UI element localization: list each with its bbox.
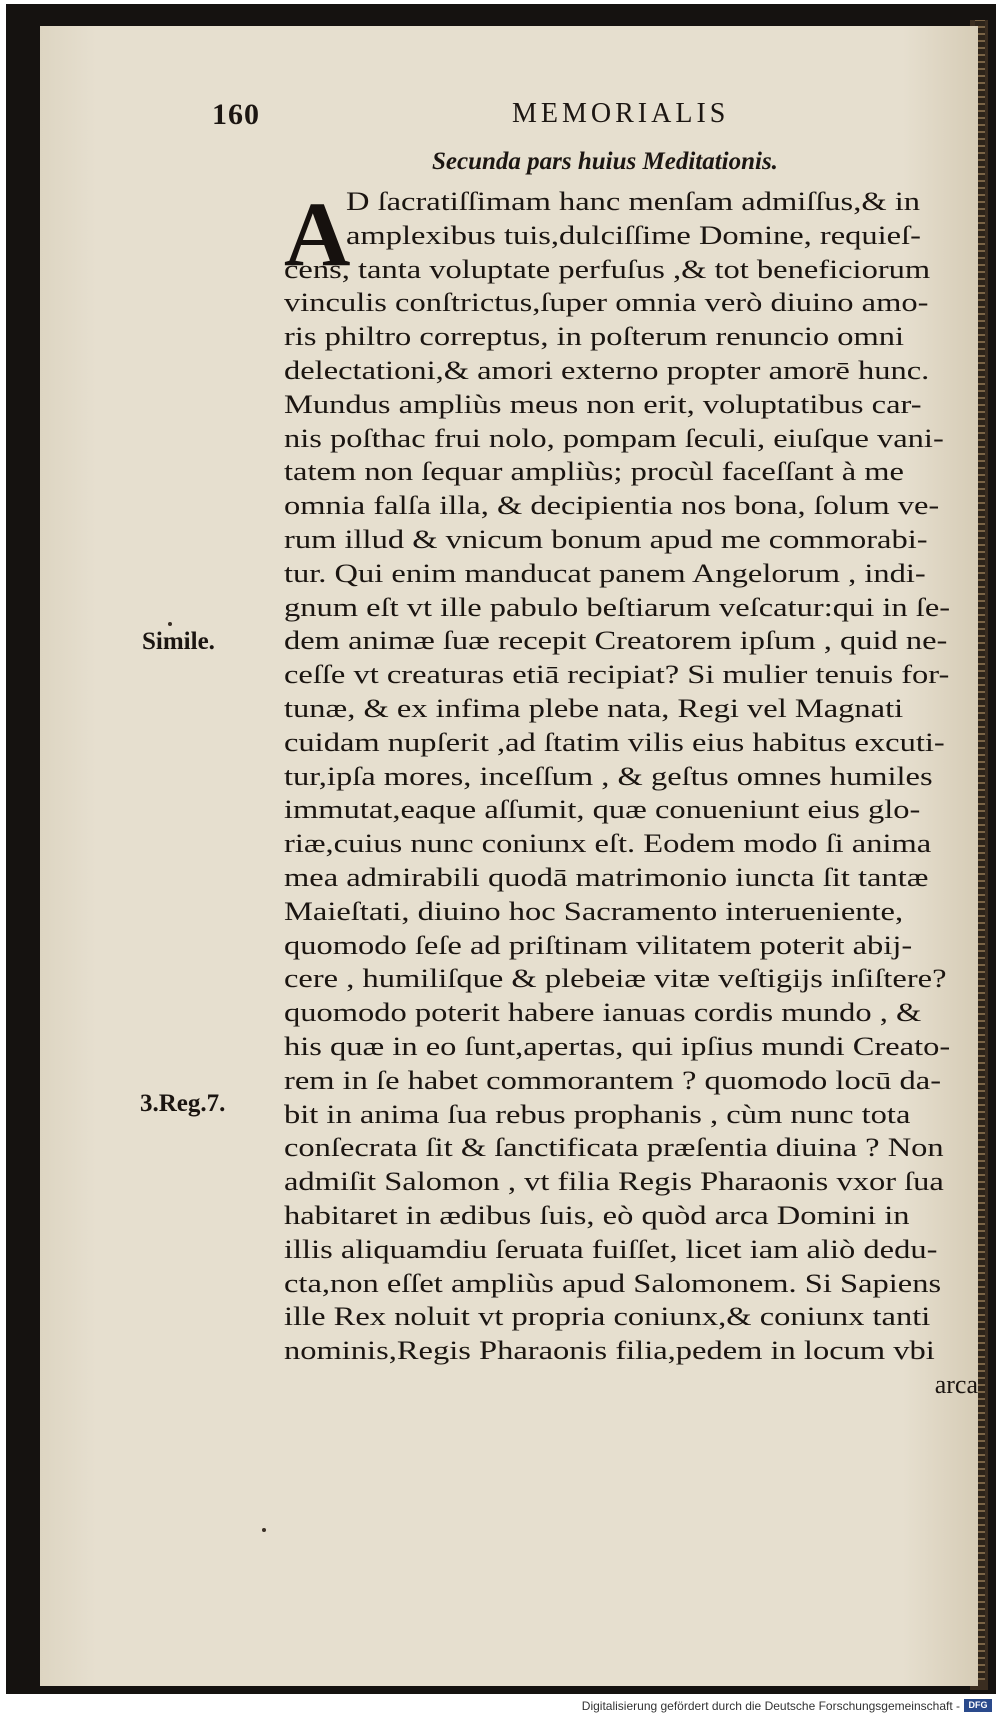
- text-line: Maieſtati, diuino hoc Sacramento interueniente,: [284, 896, 904, 926]
- text-line: rum illud & vnicum bonum apud me commorabi-: [284, 525, 928, 554]
- footer-bar: [0, 1694, 1000, 1719]
- text-line: rem in ſe habet commorantem ? quomodo locū da-: [284, 1065, 942, 1095]
- text-line: nis poſthac frui nolo, pompam ſeculi, eiuſque vani-: [284, 423, 944, 453]
- page-number: 160: [212, 98, 260, 131]
- text-line: cuidam nupſerit ,ad ſtatim vilis eius habitus excuti-: [284, 727, 945, 757]
- text-line: habitaret in ædibus ſuis, eò quòd arca Domini in: [284, 1201, 910, 1230]
- text-line: amplexibus tuis,dulciſſime Domine, requieſ-: [346, 220, 921, 250]
- margin-note-reg: 3.Reg.7.: [140, 1090, 226, 1117]
- text-line: omnia falſa illa, & decipientia nos bona, ſolum ve-: [284, 491, 940, 521]
- text-line: ceſſe vt creaturas etiā recipiat? Si mulier tenuis for-: [284, 660, 950, 690]
- text-line: riæ,cuius nunc coniunx eſt. Eodem modo ſi anima: [284, 829, 932, 859]
- text-line: Mundus ampliùs meus non erit, voluptatibus car-: [284, 389, 922, 419]
- text-line: bit in anima ſua rebus prophanis , cùm nunc tota: [284, 1099, 911, 1129]
- text-line: quomodo poterit habere ianuas cordis mundo , &: [284, 998, 922, 1028]
- text-line: ille Rex noluit vt propria coniunx,& coniunx tanti: [284, 1302, 931, 1332]
- text-line: vinculis conſtrictus,ſuper omnia verò diuino amo-: [284, 288, 929, 318]
- text-line: his quæ in eo ſunt,apertas, qui ipſius mundi Creato-: [284, 1032, 951, 1061]
- text-line: tatem non ſequar ampliùs; procùl faceſſant à me: [284, 457, 904, 487]
- footer-credit: Digitalisierung gefördert durch die Deutsche Forschungsgemeinschaft -: [581, 1699, 960, 1713]
- text-line: immutat,eaque aſſumit, quæ conueniunt eius glo-: [284, 795, 921, 825]
- text-line: dem animæ ſuæ recepit Creatorem ipſum , quid ne-: [284, 626, 948, 656]
- page-header: [0, 98, 1000, 138]
- dfg-logo: DFG: [964, 1699, 992, 1712]
- page-speck: [262, 1528, 266, 1532]
- text-line: admiſit Salomon , vt filia Regis Pharaonis vxor ſua: [284, 1167, 944, 1197]
- text-line: quomodo ſeſe ad priſtinam vilitatem poterit abij-: [284, 930, 913, 960]
- text-line: nominis,Regis Pharaonis filia,pedem in locum vbi: [284, 1336, 935, 1366]
- text-line: tur,ipſa mores, inceſſum , & geſtus omnes humiles: [284, 761, 933, 791]
- text-line: gnum eſt vt ille pabulo beſtiarum veſcatur:qui in ſe-: [284, 592, 951, 622]
- text-line: ris philtro correptus, in poſterum renuncio omni: [284, 322, 905, 352]
- text-line: tunæ, & ex infima plebe nata, Regi vel Magnati: [284, 694, 904, 723]
- drop-cap-initial: A: [284, 183, 351, 285]
- text-line: conſecrata ſit & ſanctificata præſentia diuina ? Non: [284, 1133, 944, 1163]
- text-line: cere , humiliſque & plebeiæ vitæ veſtigijs inſiſtere?: [284, 964, 947, 994]
- text-line: mea admirabili quodā matrimonio iuncta ſit tantæ: [284, 863, 929, 892]
- text-line: tur. Qui enim manducat panem Angelorum , indi-: [284, 558, 926, 588]
- section-subtitle: Secunda pars huius Meditationis.: [432, 148, 778, 175]
- text-line: delectationi,& amori externo propter amorē hunc.: [284, 356, 930, 385]
- margin-dot: [168, 622, 172, 626]
- text-line: cens, tanta voluptate perfuſus ,& tot beneficiorum: [284, 254, 931, 284]
- text-line: illis aliquamdiu ſeruata fuiſſet, licet iam aliò dedu-: [284, 1234, 938, 1264]
- margin-note-simile: Simile.: [142, 628, 215, 655]
- text-line: arca: [934, 1370, 978, 1399]
- text-line: cta,non eſſet ampliùs apud Salomonem. Si Sapiens: [284, 1268, 942, 1298]
- text-line: D ſacratiſſimam hanc menſam admiſſus,& in: [346, 187, 921, 216]
- running-head: MEMORIALIS: [512, 98, 730, 129]
